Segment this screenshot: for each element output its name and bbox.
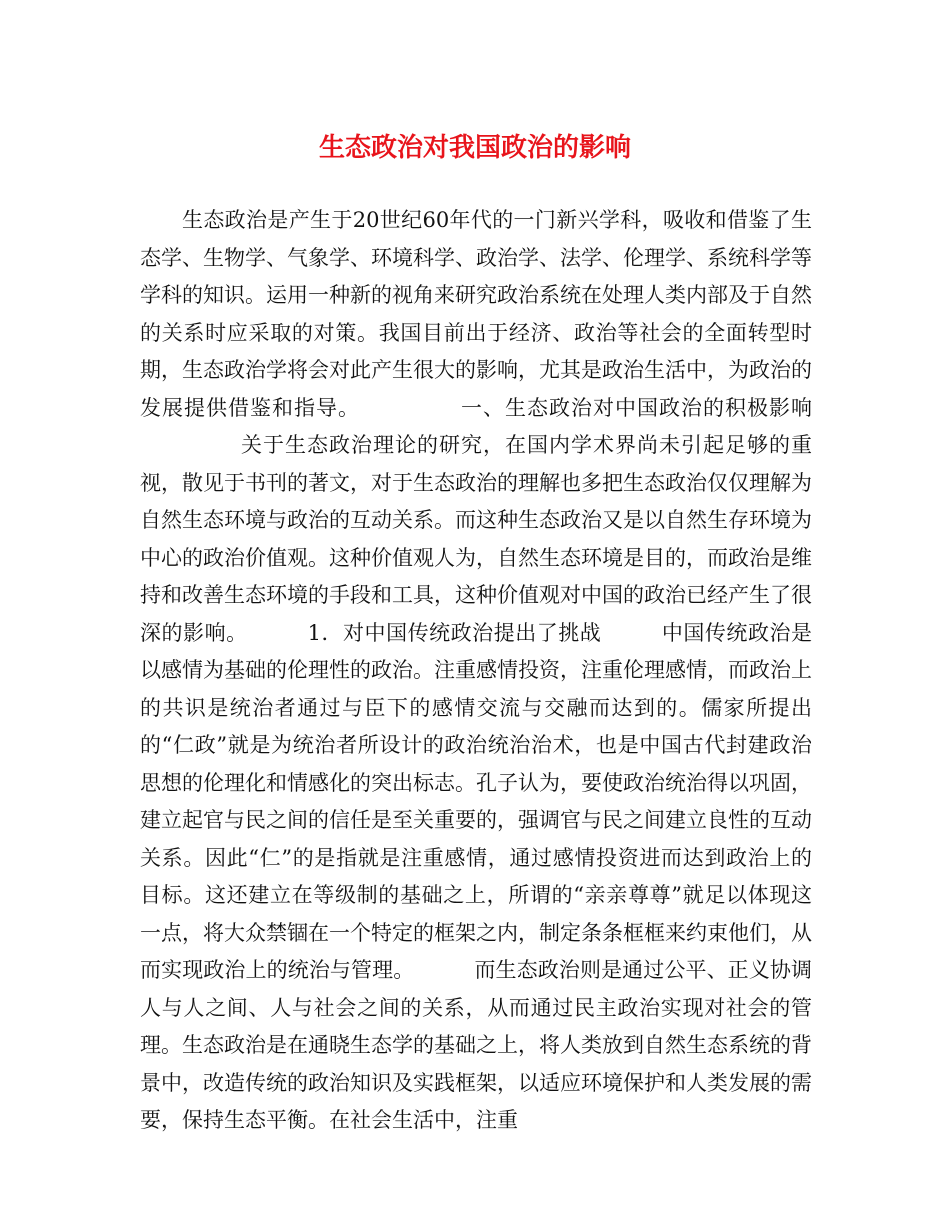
paragraph-subsection-1: 中国传统政治是以感情为基础的伦理性的政治。注重感情投资，注重伦理感情，而政治上的共识是统治者通过与臣下的感情交流与交融而达到的。儒家所提出的“仁政”就是为统治者所设计的政治统治治术，也是中国古代封建政治思想的伦理化和情感化的突出标志。孔子认为，要使政治统治得以巩固，建立起官与民之间的信任是至关重要的，强调官与民之间建立良性的互动关系。因此“仁”的是指就是注重感情，通过感情投资进而达到政治上的目标。这还建立在等级制的基础之上，所谓的“亲亲尊尊”就足以体现这一点，将大众禁锢在一个特定的框架之内，制定条条框框来约束他们，从而实现政治上的统治与管理。 (140, 620, 812, 982)
paragraph-section-1: 关于生态政治理论的研究，在国内学术界尚未引起足够的重视，散见于书刊的著文，对于生态政治的理解也多把生态政治仅仅理解为自然生态环境与政治的互动关系。而这种生态政治又是以自然生存环境为中心的政治价值观。这种价值观人为，自然生态环境是目的，而政治是维持和改善生态环境的手段和工具，这种价值观对中国的政治已经产生了很深的影响。 (140, 433, 812, 645)
paragraph-intro: 生态政治是产生于20世纪60年代的一门新兴学科，吸收和借鉴了生态学、生物学、气象学、环境科学、政治学、法学、伦理学、系统科学等学科的知识。运用一种新的视角来研究政治系统在处理人类内部及于自然的关系时应采取的对策。我国目前出于经济、政治等社会的全面转型时期，生态政治学将会对此产生很大的影响，尤其是政治生活中，为政治的发展提供借鉴和指导。 (140, 208, 812, 420)
subsection-heading-1: 1．对中国传统政治提出了挑战 (307, 620, 602, 645)
body-text (140, 202, 812, 1140)
document-title: 生态政治对我国政治的影响 (318, 133, 631, 163)
paragraph-ecological-politics: 而生态政治则是通过公平、正义协调人与人之间、人与社会之间的关系，从而通过民主政治实现对社会的管理。生态政治是在通晓生态学的基础之上，将人类放到自然生态系统的背景中，改造传统的政治知识及实践框架，以适应环境保护和人类发展的需要，保持生态平衡。在社会生活中，注重 (140, 958, 812, 1132)
section-heading-1: 一、生态政治对中国政治的积极影响 (460, 395, 812, 420)
